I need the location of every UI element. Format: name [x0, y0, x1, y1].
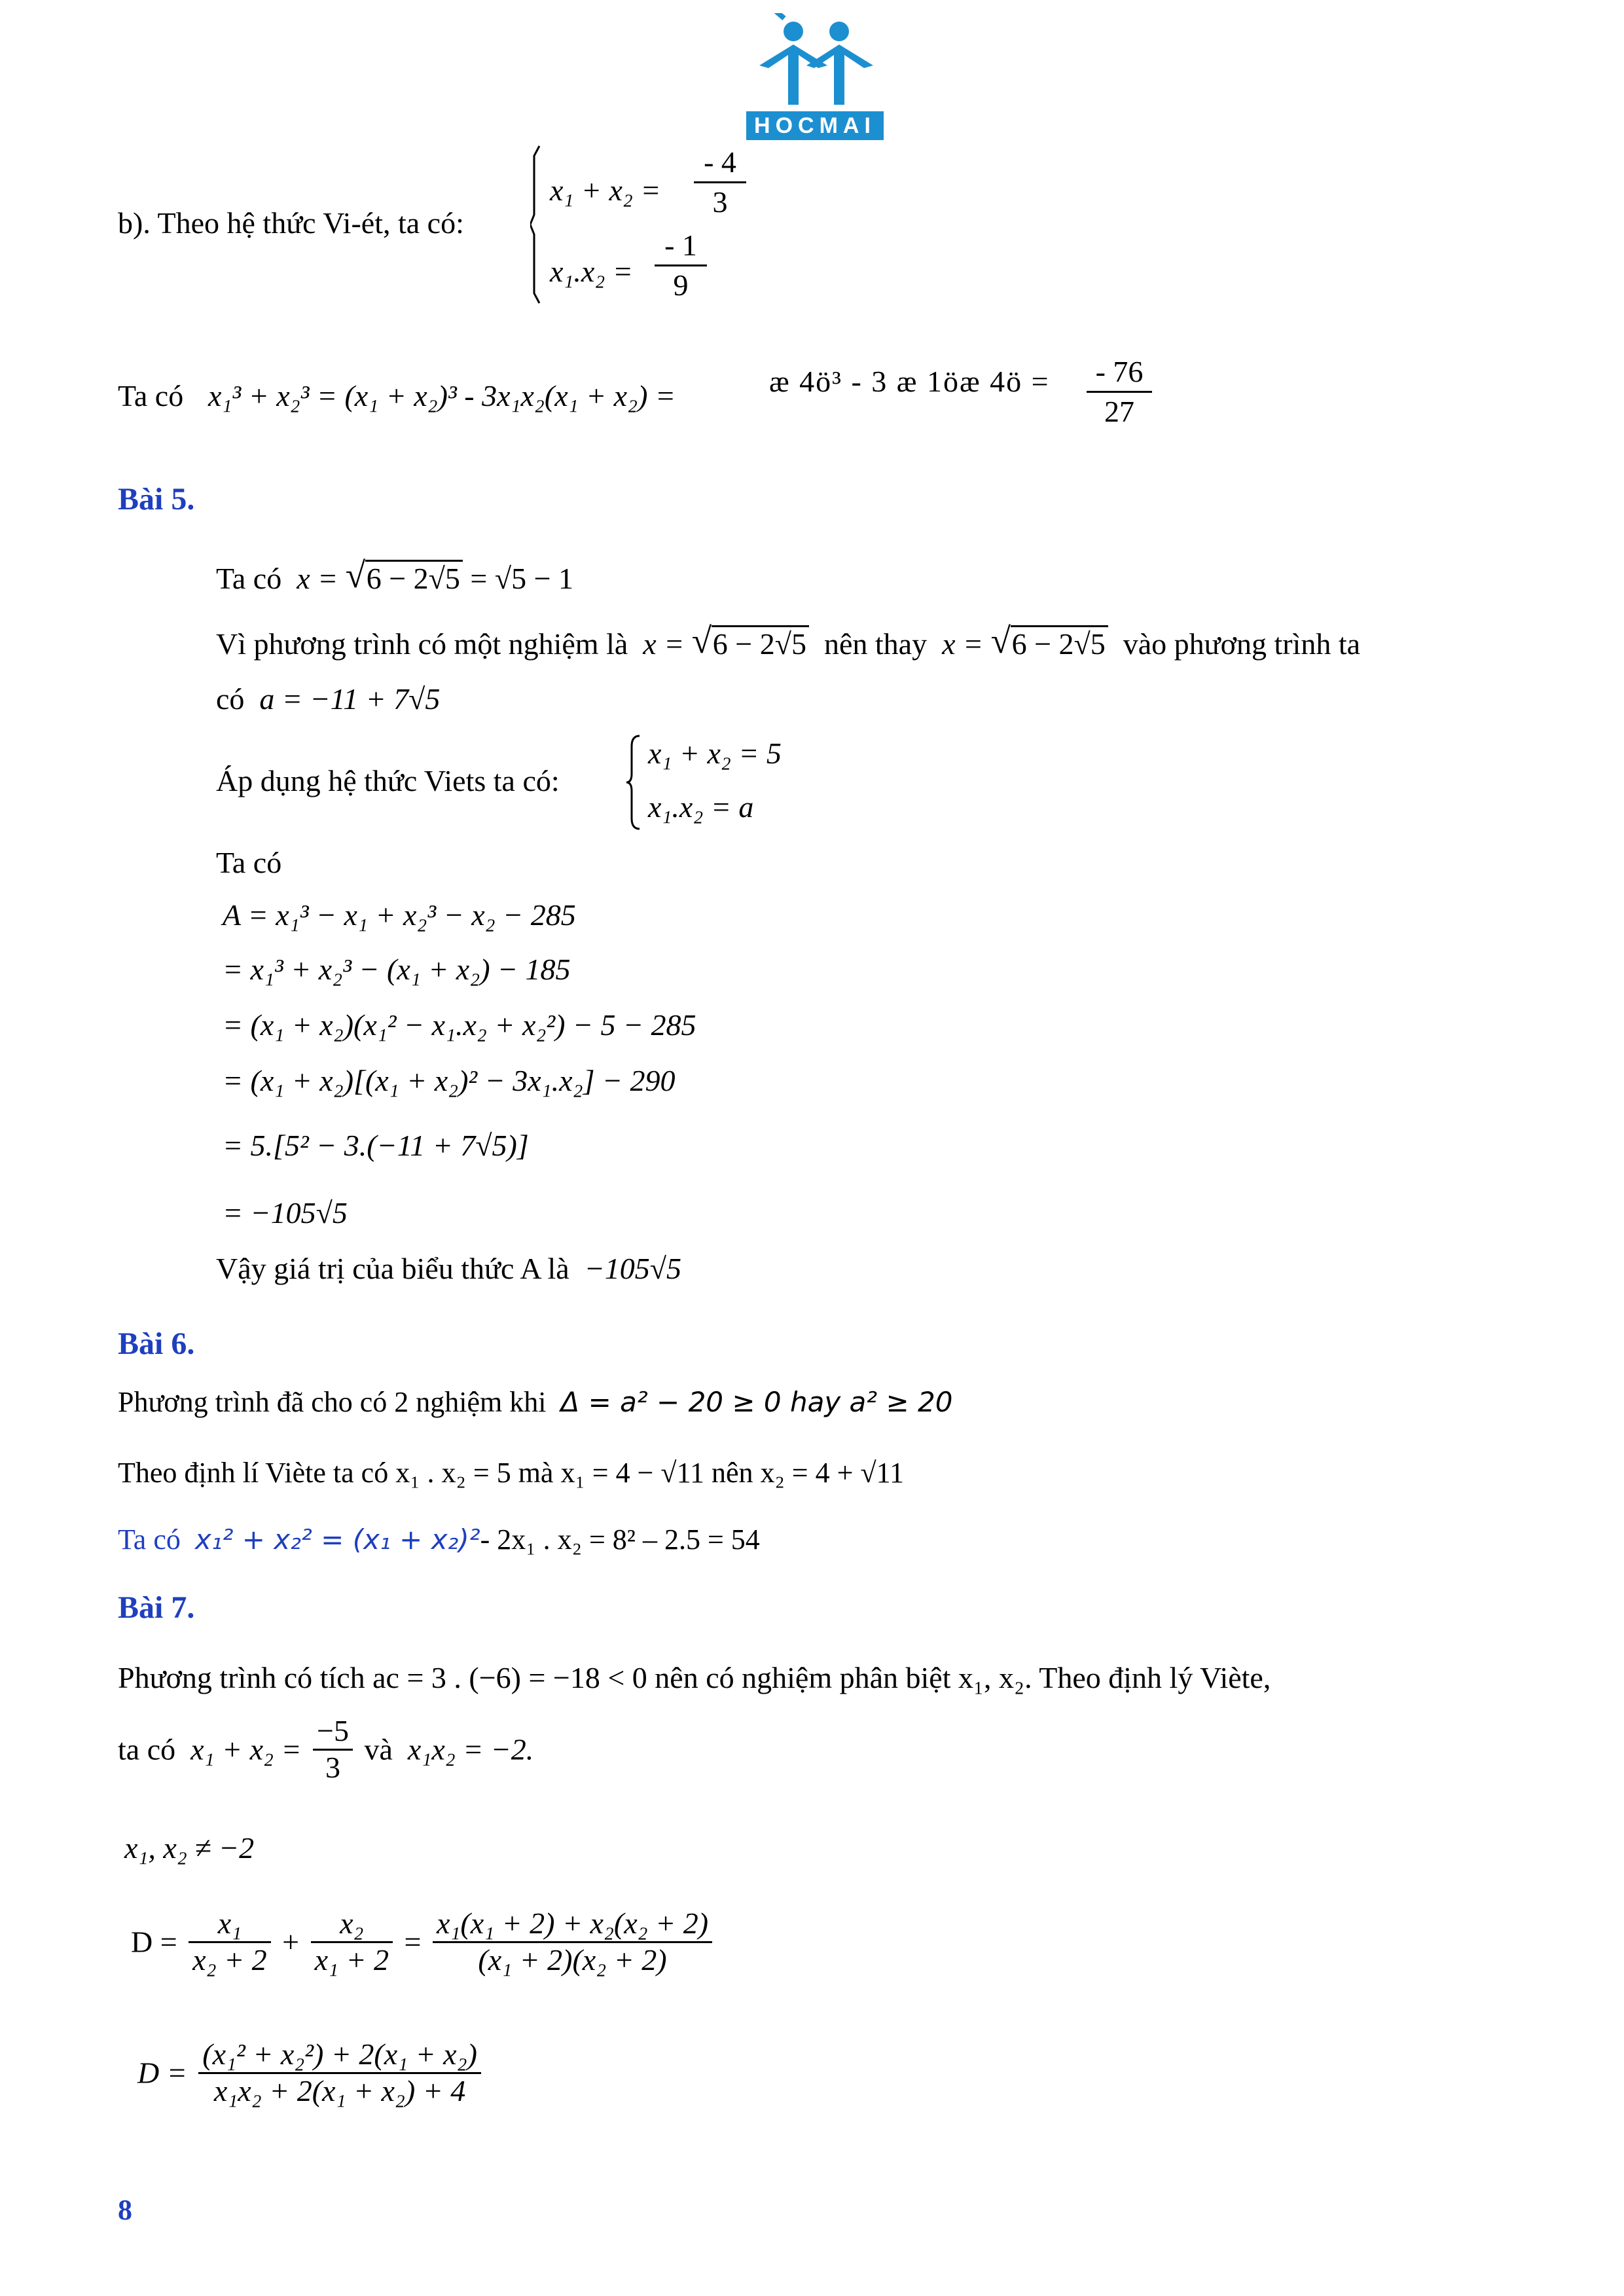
bai7-d1-frac1-den: x₂ + 2	[192, 1942, 267, 1977]
bai6-line1-text: Phương trình đã cho có 2 nghiệm khi	[118, 1386, 547, 1418]
part-b-prod-den: 9	[673, 268, 689, 302]
bai7-d1	[131, 1906, 716, 1978]
part-b-prod-frac	[655, 230, 707, 301]
bai7-d2-lhs: D =	[137, 2056, 187, 2090]
bai7-d1-frac3-num: x₁(x₁ + 2) + x₂(x₂ + 2)	[433, 1906, 712, 1943]
bai5-line2-radicand-2: 6 − 2√5	[1011, 625, 1108, 660]
bai5-step-1: = x₁³ + x₂³ − (x₁ + x₂) − 185	[223, 953, 571, 986]
part-b-result	[1087, 357, 1152, 427]
bai5-line3-prefix: có	[216, 682, 245, 716]
part-b-result-num: - 76	[1087, 357, 1152, 393]
bai7-heading: Bài 7.	[118, 1590, 195, 1625]
bai7-d1-frac3	[433, 1906, 712, 1978]
bai7-line2	[118, 1714, 533, 1785]
bai7-d2-den: x₁x₂ + 2(x₁ + x₂) + 4	[213, 2073, 466, 2107]
bai5-line1-rest: = √5 − 1	[462, 562, 574, 595]
bai5-line1-sqrt: √ 6 − 2√5	[346, 560, 463, 594]
bai6-line3-math: x₁² + x₂² = (x₁ + x₂)²	[194, 1523, 480, 1556]
bai5-viets-intro: Áp dụng hệ thức Viets ta có:	[216, 764, 560, 797]
bai7-d2-num: (x₁² + x₂²) + 2(x₁ + x₂)	[198, 2037, 481, 2074]
bai7-d1-frac2-num: x₂	[311, 1906, 393, 1943]
bai5-taco: Ta có	[216, 846, 282, 879]
bai6-line2: Theo định lí Viète ta có x₁ . x₂ = 5 mà x₁ = 4 − √11 nên x₂ = 4 + √11	[118, 1457, 904, 1489]
bai5-conclusion-value: −105√5	[584, 1252, 682, 1285]
bai7-d1-frac1-num: x₁	[189, 1906, 270, 1943]
bai7-d2-frac	[198, 2037, 481, 2109]
bai7-line2-prefix: ta có	[118, 1732, 176, 1766]
bai7-d1-lhs: D =	[131, 1925, 177, 1959]
part-b-brace	[530, 143, 543, 306]
part-b-prod-num: - 1	[655, 230, 707, 266]
bai5-conclusion-prefix: Vậy giá trị của biểu thức A là	[216, 1252, 569, 1285]
bai5-line1-radicand: 6 − 2√5	[365, 560, 463, 594]
bai5-step-4: = 5.[5² − 3.(−11 + 7√5)]	[223, 1129, 529, 1162]
part-b-intro: b). Theo hệ thức Vi-ét, ta có:	[118, 206, 464, 240]
bai7-line2-and: và	[364, 1732, 393, 1766]
bai7-d1-plus: +	[282, 1925, 300, 1959]
bai6-heading: Bài 6.	[118, 1326, 195, 1361]
bai7-d2	[137, 2037, 485, 2109]
bai5-viets-eq1: x₁ + x₂ = 5	[648, 737, 782, 770]
bai6-line3	[118, 1525, 760, 1554]
part-b-prod-lhs: x₁.x₂ =	[550, 255, 633, 288]
bai5-line3	[216, 684, 440, 714]
bai5-conclusion	[216, 1254, 681, 1284]
bai5-line1-x: x =	[297, 562, 346, 595]
part-b-garbled: æ 4ö³ - 3 æ 1öæ 4ö =	[769, 365, 1050, 398]
bai7-d1-frac2-den: x₁ + 2	[314, 1942, 389, 1977]
bai5-line1	[216, 555, 574, 595]
bai5-viets-eq2: x₁.x₂ = a	[648, 790, 754, 824]
bai7-d1-frac3-den: (x₁ + 2)(x₂ + 2)	[478, 1942, 667, 1977]
part-b-sum-frac	[694, 147, 746, 217]
bai7-d1-frac1	[189, 1906, 270, 1978]
part-b-result-den: 27	[1104, 395, 1134, 428]
bai7-line2-num: −5	[313, 1714, 353, 1751]
bai7-condition: x₁, x₂ ≠ −2	[124, 1831, 255, 1865]
bai7-line2-prod: x₁x₂ = −2.	[407, 1732, 534, 1766]
bai5-viets-brace	[625, 733, 642, 831]
bai5-line2-c: vào phương trình ta	[1123, 627, 1361, 661]
bai7-line2-frac	[313, 1714, 353, 1785]
logo	[746, 13, 884, 144]
bai5-line2-radicand-1: 6 − 2√5	[712, 625, 809, 660]
bai5-line3-expr: a = −11 + 7√5	[259, 682, 441, 716]
bai7-line2-sum: x₁ + x₂ =	[190, 1732, 302, 1766]
bai5-step-0: A = x₁³ − x₁ + x₂³ − x₂ − 285	[223, 898, 576, 932]
bai6-line3-prefix: Ta có	[118, 1523, 181, 1556]
part-b-cube-prefix: Ta có	[118, 379, 184, 412]
bai7-line2-den: 3	[325, 1750, 340, 1784]
bai5-line2-b: nên thay	[823, 627, 928, 661]
bai6-line1-math: Δ = a² − 20 ≥ 0 hay a² ≥ 20	[560, 1386, 953, 1418]
bai6-line3-rest: - 2x₁ . x₂ = 8² – 2.5 = 54	[480, 1523, 760, 1556]
part-b-sum-num: - 4	[694, 147, 746, 183]
part-b-sum-lhs: x₁ + x₂ =	[550, 173, 661, 207]
bai7-line1: Phương trình có tích ac = 3 . (−6) = −18 < 0 nên có nghiệm phân biệt x₁, x₂. Theo định lý Viète,	[118, 1661, 1271, 1694]
bai5-step-3: = (x₁ + x₂)[(x₁ + x₂)² − 3x₁.x₂] − 290	[223, 1064, 676, 1097]
bai6-line1	[118, 1388, 952, 1417]
bai5-line1-prefix: Ta có	[216, 562, 282, 595]
part-b-cube-expr: x₁³ + x₂³ = (x₁ + x₂)³ - 3x₁x₂(x₁ + x₂) =	[208, 379, 676, 412]
bai5-step-2: = (x₁ + x₂)(x₁² − x₁.x₂ + x₂²) − 5 − 285	[223, 1008, 696, 1042]
bai5-heading: Bài 5.	[118, 482, 195, 517]
bai5-line2: Vì phương trình có một nghiệm là x = √ 6 − 2√5 nên thay x = √ 6 − 2√5 vào phương trình ta	[216, 621, 1361, 661]
bai5-line2-a: Vì phương trình có một nghiệm là	[216, 627, 628, 661]
bai7-d1-frac2	[311, 1906, 393, 1978]
part-b-sum-den: 3	[712, 185, 728, 219]
bai7-d1-eq: =	[404, 1925, 422, 1959]
logo-figures-icon	[746, 13, 884, 111]
logo-brand: HOCMAI	[746, 111, 884, 140]
bai5-step-5: = −105√5	[223, 1196, 348, 1230]
page-number: 8	[118, 2194, 132, 2226]
